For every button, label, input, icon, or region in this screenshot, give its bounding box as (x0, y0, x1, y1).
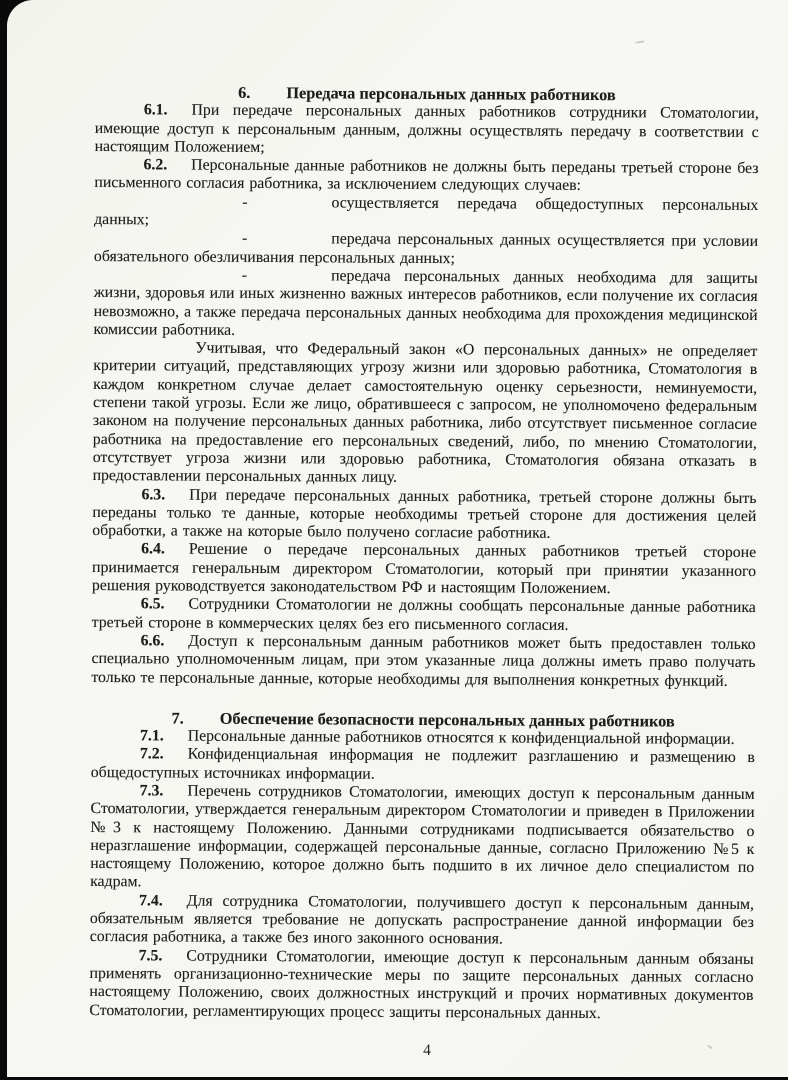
document-page (7, 0, 788, 1077)
page-number: 4 (423, 1042, 431, 1059)
plain-paragraph: Учитывая, что Федеральный закон «О персональных данных» не определяет критерии ситуаций, представляющих угрозу жизни или здоровью работника, Стоматология в каждом конкретном случае делает самостоятельную оценку серьезности, неминуемости, степени такой угрозы. Если же лицо, обратившееся с запросом, не уполномочено федеральным законом на получение персональных данных работника, либо отсутствует письменное согласие работника на предоставление его персональных сведений, либо, по мнению Стоматологии, отсутствует угроза жизни или здоровью работника, Стоматология обязана отказать в предоставлении персональных данных лицу. (92, 339, 758, 487)
paragraph-text: Для сотрудника Стоматологии, получившего доступ к персональным данным, обязательным является требование не допускать распространение данной информации без согласия работника, а также без иного законного основания. (89, 892, 755, 948)
bullet-paragraph (94, 229, 758, 270)
section-title: Обеспечение безопасности персональных данных работников (219, 708, 675, 731)
dash-bullet: - (241, 266, 248, 284)
section-number: 6. (238, 82, 251, 102)
paragraph-text: При передаче персональных данных работников сотрудники Стоматологии, имеющие доступ к персональным данным, должны осуществлять передачу в соответствии с настоящим Положением; (94, 101, 759, 156)
numbered-paragraph (92, 595, 756, 636)
paragraph-number: 7.4. (138, 892, 163, 910)
numbered-paragraph (91, 632, 755, 691)
numbered-paragraph (91, 745, 755, 786)
numbered-paragraph (90, 782, 755, 896)
paragraph-number: 6.2. (143, 156, 168, 174)
paragraph-text: Перечень сотрудников Стоматологии, имеющих доступ к персональным данным Стоматологии, утверждается генеральным директором Стоматологии и приведен в Приложении №3 к настоящему Положению. Данными сотрудниками подписывается обязательство о неразглашение информации, содержащей персональные данные, согласно Приложению №5 к настоящему Положению, которое должно быть подшито в их личное дело специалистом по кадрам. (90, 782, 755, 891)
page-content (89, 83, 759, 1024)
paragraph-text: Сотрудники Стоматологии, имеющие доступ к персональным данным обязаны применять организационно-технические меры по защите персональных данных согласно настоящему Положению, своих должностных инструкций и прочих нормативных документов Стоматологии, регламентирующих процесс защиты персональных данных. (89, 947, 754, 1022)
paragraph-number: 6.6. (140, 632, 165, 650)
paragraph-number: 6.4. (141, 540, 165, 558)
numbered-paragraph (90, 892, 754, 951)
dash-bullet: - (242, 193, 248, 211)
bullet-paragraph (93, 266, 757, 343)
dash-bullet: - (242, 230, 248, 248)
paragraph-number: 6.3. (141, 485, 166, 503)
document-section (89, 709, 755, 1024)
paragraph-text: осуществляется передача общедоступных персональных данных; (94, 194, 759, 229)
paragraph-number: 6.5. (140, 595, 165, 613)
document-section (91, 83, 759, 691)
paragraph-text: Конфиденциальная информация не подлежит разглашению и размещению в общедоступных источниках информации. (90, 745, 755, 783)
paragraph-text: Доступ к персональным данным работников может быть предоставлен только специально уполномоченным лицам, при этом указанные лица должны иметь право получать только те персональные данные, которые необходимы для выполнения конкретных функций. (91, 632, 756, 690)
paragraph-text: Решение о передаче персональных данных работников третьей стороне принимается генеральным директором Стоматологии, который при принятии указанного решения руководствуется законодательством РФ и настоящим Положением. (91, 540, 757, 598)
scan-speckle (635, 40, 645, 43)
paragraph-text: передача персональных данных необходима для защиты жизни, здоровья или иных жизненно важных интересов работников, если получение их согласия невозможно, а также передача персональных данных необходима для прохождения медицинской комиссии работника. (93, 267, 758, 339)
bullet-paragraph (94, 193, 758, 234)
paragraph-number: 6.1. (143, 101, 168, 119)
numbered-paragraph (92, 486, 756, 545)
numbered-paragraph (95, 101, 759, 160)
paragraph-number: 7.3. (139, 782, 164, 800)
paragraph-text: Сотрудники Стоматологии не должны сообщать персональные данные работника третьей стороне в коммерческих целях без его письменного согласия. (91, 595, 756, 634)
paragraph-text: Персональные данные работников относятся к конфиденциальной информации. (187, 727, 735, 748)
paragraph-number: 7.5. (138, 946, 163, 965)
paragraph-number: 7.1. (139, 727, 164, 745)
paragraph-text: При передаче персональных данных работника, третьей стороне должны быть переданы только те данные, которые необходимы третьей стороне для достижения целей обработки, а также на которые было получено согласие работника. (92, 486, 757, 542)
section-number: 7. (171, 708, 184, 728)
section-title: Передача персональных данных работников (286, 83, 616, 105)
paragraph-text: Персональные данные работников не должны быть переданы третьей стороне без письменного согласия работника, за исключением следующих случаев: (94, 156, 759, 195)
numbered-paragraph (92, 540, 756, 599)
paragraph-text: передача персональных данных осуществляется при условии обязательного обезличивания персональных данных; (93, 230, 759, 267)
numbered-paragraph (94, 156, 758, 197)
numbered-paragraph (89, 947, 753, 1024)
paragraph-number: 7.2. (139, 745, 164, 763)
